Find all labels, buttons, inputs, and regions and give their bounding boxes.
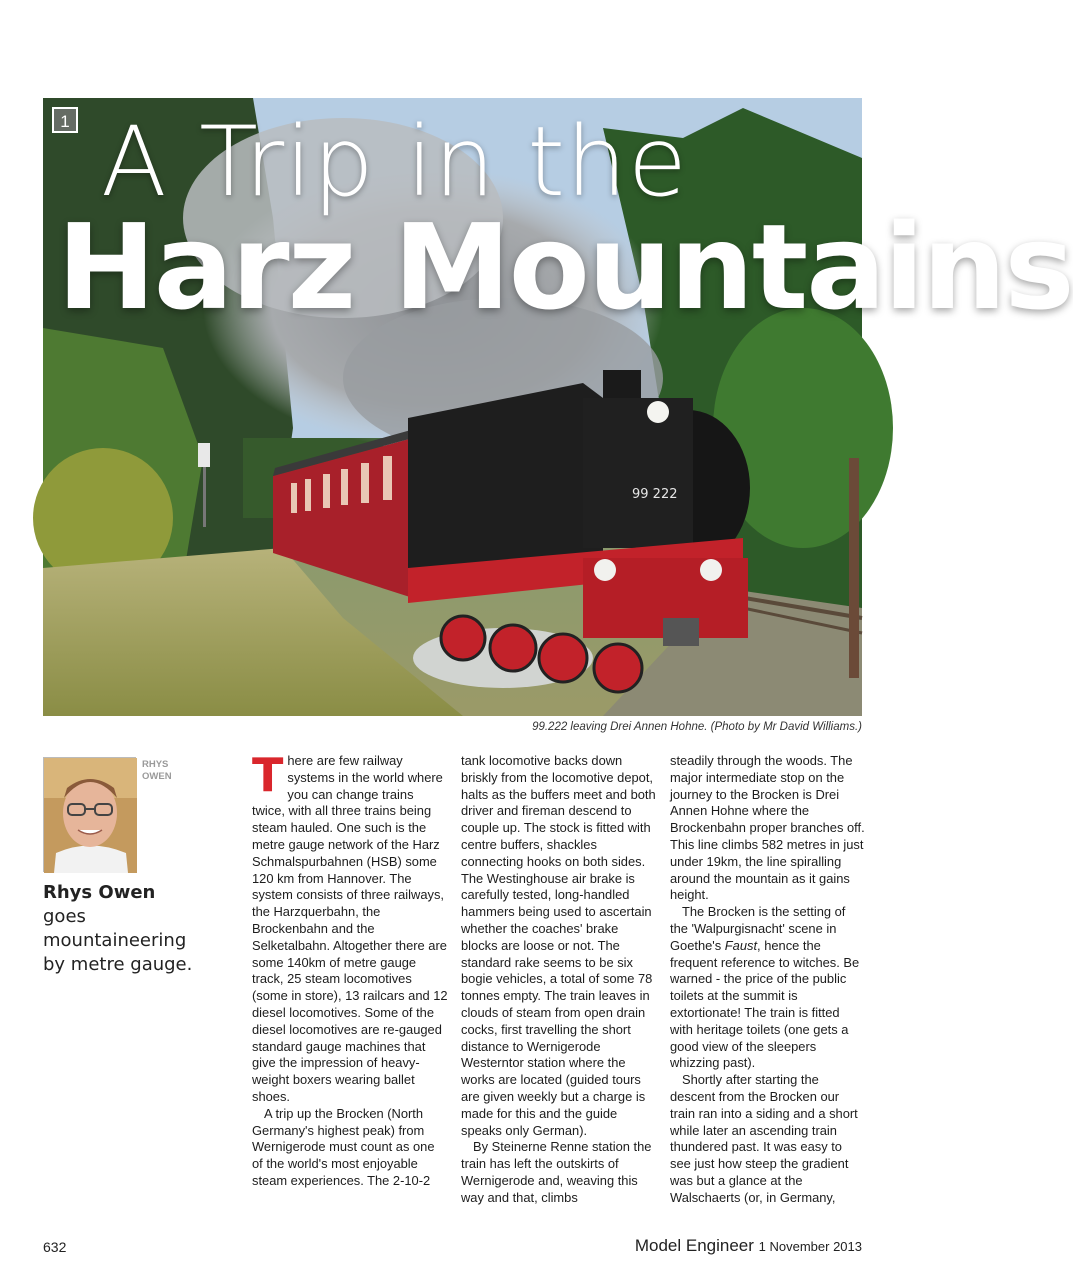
hero-photo (43, 98, 1073, 716)
column-3-paragraph-2 (670, 904, 866, 1072)
column-2-paragraph-1: tank locomotive backs down briskly from the locomotive depot, halts as the buffers meet and both driver and fireman descend to couple up. The stock is fitted with centre buffers, shackles connecting hooks on both sides. The Westinghouse air brake is carefully tested, long-handled hammers being used to ascertain whether the coaches' brake blocks are loose or not. The standard rake seems to be six bogie vehicles, a total of some 78 tonnes empty. The train leaves in clouds of steam from open drain cocks, first travelling the short distance to Wernigerode Westerntor station where the works are located (guided tours are given weekly but a charge is made for this and the guide speaks only German). (461, 753, 656, 1138)
magazine-footer (635, 1236, 862, 1256)
article-column-3 (670, 753, 866, 1207)
standfirst-text: goes mountaineering by metre gauge. (43, 906, 193, 975)
article-number-badge: 1 (52, 107, 78, 133)
page-number: 632 (43, 1239, 67, 1255)
column-3-paragraph-3: Shortly after starting the descent from the Brocken our train ran into a siding and a short while later an ascending train thundered past. It was easy to see just how steep the gradient was but a glance at the Walschaerts (or, in Germany, (670, 1072, 858, 1205)
loco-number: 99 222 (632, 487, 678, 502)
faust-title: Faust (724, 937, 758, 953)
drop-cap: T (252, 748, 284, 802)
column-1-paragraph-1: here are few railway systems in the world where you can change trains twice, with all three trains being steam hauled. One such is the metre gauge network of the Harz Schmalspurbahnen (HSB) some 120 km from Hannover. The system consists of three railways, the Harzquerbahn, the Brockenbahn and the Selketalbahn. Altogether there are some 140km of metre gauge track, 25 steam locomotives (some in store), 13 railcars and 12 diesel locomotives. Some of the diesel locomotives are re-gauged standard gauge machines that give the impression of heavy-weight boxers wearing ballet shoes. (252, 753, 448, 1104)
column-3-paragraph-2-text-a: The Brocken is the setting of the 'Walpurgisnacht' scene in Goethe's (670, 904, 846, 953)
issue-date: 1 November 2013 (758, 1239, 862, 1254)
standfirst (43, 881, 193, 977)
author-label (142, 759, 172, 783)
author-name: Rhys Owen (43, 882, 156, 903)
article-column-1 (252, 748, 448, 1190)
column-1-paragraph-2: A trip up the Brocken (North Germany's highest peak) from Wernigerode must count as one of the world's most enjoyable steam experiences. The 2-10-2 (252, 1105, 435, 1188)
column-3-paragraph-1: steadily through the woods. The major intermediate stop on the journey to the Brocken is Drei Annen Hohne where the Brockenbahn proper branches off. This line climbs 582 metres in just under 19km, the line spiralling around the mountain as it gains height. (670, 753, 865, 903)
author-portrait (44, 758, 137, 873)
author-label-last: OWEN (142, 771, 172, 782)
article-column-2 (461, 753, 657, 1207)
author-photo (43, 757, 136, 872)
magazine-name: Model Engineer (634, 1236, 754, 1255)
title-line-2: Harz Mountains (57, 198, 1073, 336)
photo-caption: 99.222 leaving Drei Annen Hohne. (Photo by Mr David Williams.) (532, 721, 862, 733)
author-label-first: RHYS (142, 759, 169, 770)
title-line-1: A Trip in the (101, 106, 688, 218)
column-2-paragraph-2: By Steinerne Renne station the train has left the outskirts of Wernigerode and, weaving this way and that, climbs (461, 1139, 652, 1205)
column-3-paragraph-2-text-b: , hence the frequent reference to witches. Be warned - the price of the public toilets at the summit is extortionate! The train is fitted with heritage toilets (one gets a good view of the sleepers whizzing past). (670, 937, 860, 1071)
